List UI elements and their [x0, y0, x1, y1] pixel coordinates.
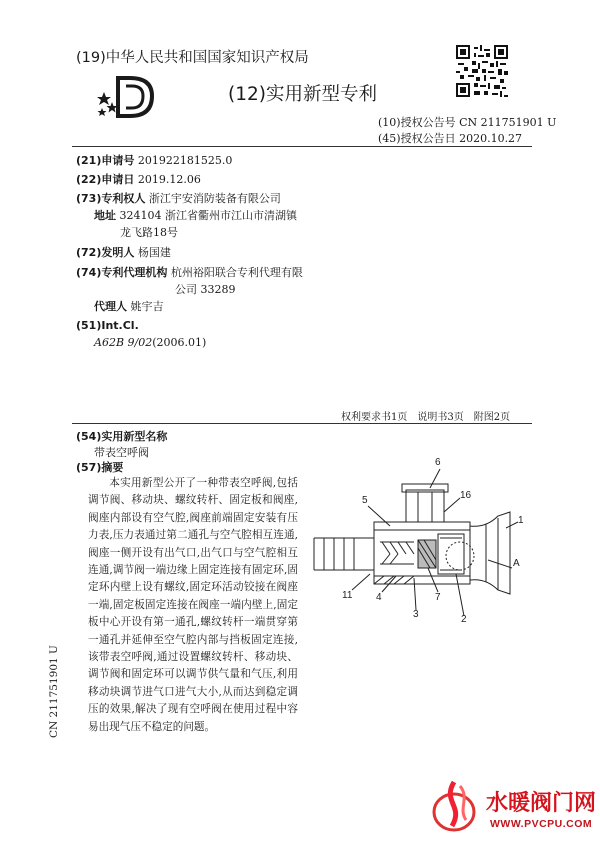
utility-title: 带表空呼阀: [94, 446, 149, 459]
figure-label-16: 16: [460, 490, 472, 501]
agency-line-1: 杭州裕阳联合专利代理有限: [170, 266, 303, 279]
qr-code: [456, 45, 508, 97]
header-divider: [72, 146, 532, 147]
address-row: [94, 207, 297, 223]
owner-label: (73)专利权人: [76, 192, 146, 205]
watermark-brand: 水暖阀门网: [486, 791, 597, 816]
intcl-label: (51)Int.Cl.: [76, 319, 139, 332]
address-line-2: 龙飞路18号: [120, 226, 178, 239]
valve-drawing: [310, 456, 542, 632]
qr-code-graphic: [456, 45, 508, 97]
inventor-name: 杨国建: [137, 246, 171, 259]
agent-row: [94, 298, 164, 314]
application-number: 201922181525.0: [137, 154, 233, 167]
side-publication-number: CN 211751901 U: [48, 645, 60, 738]
figure-label-A: A: [513, 558, 520, 569]
figure-label-3: 3: [413, 609, 419, 620]
figure-label-11: 11: [342, 590, 353, 601]
figure-label-6: 6: [435, 457, 441, 468]
application-date-label: (22)申请日: [76, 173, 135, 186]
pages-summary: 权利要求书1页 说明书3页 附图2页: [341, 412, 511, 423]
address-line-1: 324104 浙江省衢州市江山市清湖镇: [119, 209, 297, 222]
figure-label-5: 5: [362, 495, 368, 506]
agency-line-2: 公司 33289: [175, 283, 236, 296]
inventor-label: (72)发明人: [76, 246, 135, 259]
owner-row: [76, 190, 281, 206]
figure-label-4: 4: [376, 592, 382, 603]
document-type: (12)实用新型专利: [228, 84, 377, 105]
application-date-row: [76, 171, 201, 187]
figure-label-2: 2: [461, 614, 467, 625]
owner-name: 浙江宇安消防装备有限公司: [148, 192, 281, 205]
inventor-row: [76, 244, 171, 260]
application-number-row: [76, 152, 232, 168]
intcl-row: [94, 336, 206, 349]
cnipa-logo: [96, 72, 158, 118]
cnipa-emblem: [96, 72, 158, 118]
figure-label-7: 7: [435, 592, 441, 603]
utility-title-label: (54)实用新型名称: [76, 430, 168, 443]
figure-label-1: 1: [518, 515, 524, 526]
intcl-code: A62B 9/02: [94, 336, 153, 349]
summary-divider: [72, 423, 532, 424]
watermark-logo-icon: [430, 776, 482, 836]
agency-row: [76, 264, 303, 280]
address-label: 地址: [94, 209, 116, 222]
intcl-year: (2006.01): [152, 336, 207, 349]
abstract-text: 本实用新型公开了一种带表空呼阀,包括调节阀、移动块、螺纹转杆、固定板和阀座,阀座内部设有空气腔,阀座前端固定安装有压力表,压力表通过第二通孔与空气腔相互连通,阀座一侧开设有出气口,出气口与空气腔相互连通,调节阀一端边缘上固定连接有固定环,固定环内壁上设有螺纹,固定环活动铰接在阀座一端,固定板固定连接在阀座一端内壁上,固定板中心开设有第一通孔,螺纹转杆一端贯穿第一通孔并延伸至空气腔内部与挡板固定连接,该带表空呼阀,通过设置螺纹转杆、移动块、调节阀和固定环可以调节供气量和气压,利用移动块调节进气口进气大小,从而达到稳定调压的效果,解决了现有空呼阀在使用过程中容易出现气压不稳定的问题。: [88, 477, 298, 733]
agent-label: 代理人: [94, 300, 127, 313]
technical-drawing: [310, 456, 542, 632]
watermark: [424, 772, 600, 845]
application-number-label: (21)申请号: [76, 154, 135, 167]
publication-number: (10)授权公告号 CN 211751901 U: [378, 116, 557, 129]
agent-name: 姚宇吉: [130, 300, 164, 313]
issuing-office: (19)中华人民共和国国家知识产权局: [76, 50, 309, 66]
watermark-url: WWW.PVCPU.COM: [490, 818, 593, 830]
publication-date: (45)授权公告日 2020.10.27: [378, 132, 523, 145]
application-date: 2019.12.06: [137, 173, 201, 186]
agency-label: (74)专利代理机构: [76, 266, 168, 279]
abstract-label: (57)摘要: [76, 461, 124, 474]
